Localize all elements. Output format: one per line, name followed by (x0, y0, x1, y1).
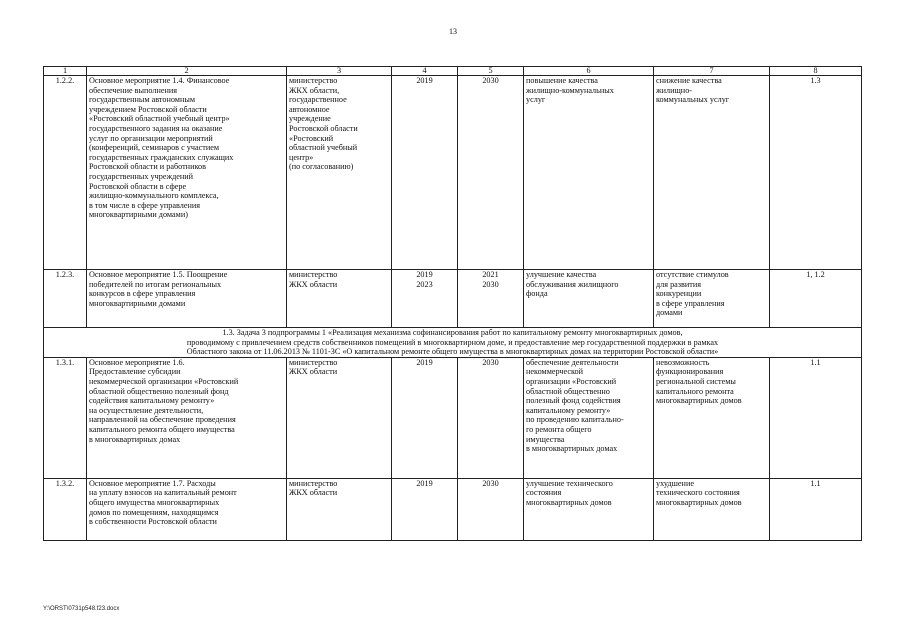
column-header: 5 (458, 67, 524, 76)
expected-result: улучшение технического состояния многоквартирных домов (524, 478, 654, 540)
non-implementation-consequence: снижение качества жилищно- коммунальных услуг (654, 76, 770, 270)
expected-result: обеспечение деятельности некоммерческой организации «Ростовский областной общественно полезный фонд содействия капитальному ремонту» по проведению капитально- го ремонта общего имущества в многоквартирных домах (524, 357, 654, 478)
page-number: 13 (449, 27, 457, 36)
measure-title: Основное мероприятие 1.6. Предоставление субсидии некоммерческой организации «Ростовский областной общественно полезный фонд содействия капитальному ремонту» на осуществление деятельности, направленной на обеспечение проведения капитального ремонта общего имущества в многоквартирных домах (87, 357, 287, 478)
non-implementation-consequence: ухудшение технического состояния многоквартирных домов (654, 478, 770, 540)
measure-title: Основное мероприятие 1.5. Поощрение победителей по итогам региональных конкурсов в сфере управления многоквартирными домами (87, 270, 287, 328)
indicator-link: 1.1 (770, 478, 862, 540)
section-heading: 1.3. Задача 3 подпрограммы 1 «Реализация механизма софинансирования работ по капитальному ремонту многоквартирных домов, проводимому с привлечением средств собственников помещений в многоквартирном доме, и предоставление мер государственной поддержки в рамках Областного закона от 11.06.2013 № 1101-ЗС «О капитальном ремонте общего имущества в многоквартирных домах на территории Ростовской области» (44, 328, 862, 358)
table-row (44, 357, 862, 478)
table-row (44, 76, 862, 270)
table-row (44, 270, 862, 328)
column-header: 3 (287, 67, 392, 76)
file-path-footer: Y:\ORST\0731p548.f23.docx (43, 606, 120, 612)
start-year: 2019 (392, 357, 458, 478)
executor: министерство ЖКХ области (287, 357, 392, 478)
column-number-row (44, 67, 862, 76)
column-header: 7 (654, 67, 770, 76)
column-header: 2 (87, 67, 287, 76)
measure-title: Основное мероприятие 1.7. Расходы на уплату взносов на капитальный ремонт общего имущества многоквартирных домов по помещениям, находящимся в собственности Ростовской области (87, 478, 287, 540)
expected-result: улучшение качества обслуживания жилищного фонда (524, 270, 654, 328)
row-number: 1.2.2. (44, 76, 87, 270)
end-year: 2030 (458, 76, 524, 270)
end-year: 2030 (458, 357, 524, 478)
row-number: 1.3.1. (44, 357, 87, 478)
indicator-link: 1, 1.2 (770, 270, 862, 328)
non-implementation-consequence: отсутствие стимулов для развития конкуренции в сфере управления домами (654, 270, 770, 328)
indicator-link: 1.3 (770, 76, 862, 270)
column-header: 8 (770, 67, 862, 76)
column-header: 6 (524, 67, 654, 76)
table-row (44, 478, 862, 540)
end-year: 2030 (458, 478, 524, 540)
executor: министерство ЖКХ области (287, 478, 392, 540)
measures-table (43, 66, 862, 541)
indicator-link: 1.1 (770, 357, 862, 478)
start-year: 2019 (392, 76, 458, 270)
executor: министерство ЖКХ области, государственное автономное учреждение Ростовской области «Ростовский областной учебный центр» (по согласованию) (287, 76, 392, 270)
start-year: 2019 (392, 478, 458, 540)
section-heading-row (44, 328, 862, 358)
column-header: 1 (44, 67, 87, 76)
row-number: 1.2.3. (44, 270, 87, 328)
start-year: 2019 2023 (392, 270, 458, 328)
row-number: 1.3.2. (44, 478, 87, 540)
executor: министерство ЖКХ области (287, 270, 392, 328)
non-implementation-consequence: невозможность функционирования региональной системы капитального ремонта многоквартирных домов (654, 357, 770, 478)
column-header: 4 (392, 67, 458, 76)
end-year: 2021 2030 (458, 270, 524, 328)
expected-result: повышение качества жилищно-коммунальных услуг (524, 76, 654, 270)
measure-title: Основное мероприятие 1.4. Финансовое обеспечение выполнения государственным автономным учреждением Ростовской области «Ростовский областной учебный центр» государственного задания на оказание услуг по организации мероприятий (конференций, семинаров с участием государственных гражданских служащих Ростовской области и работников государственных учреждений Ростовской области в сфере жилищно-коммунального комплекса, в том числе в сфере управления многоквартирными домами) (87, 76, 287, 270)
